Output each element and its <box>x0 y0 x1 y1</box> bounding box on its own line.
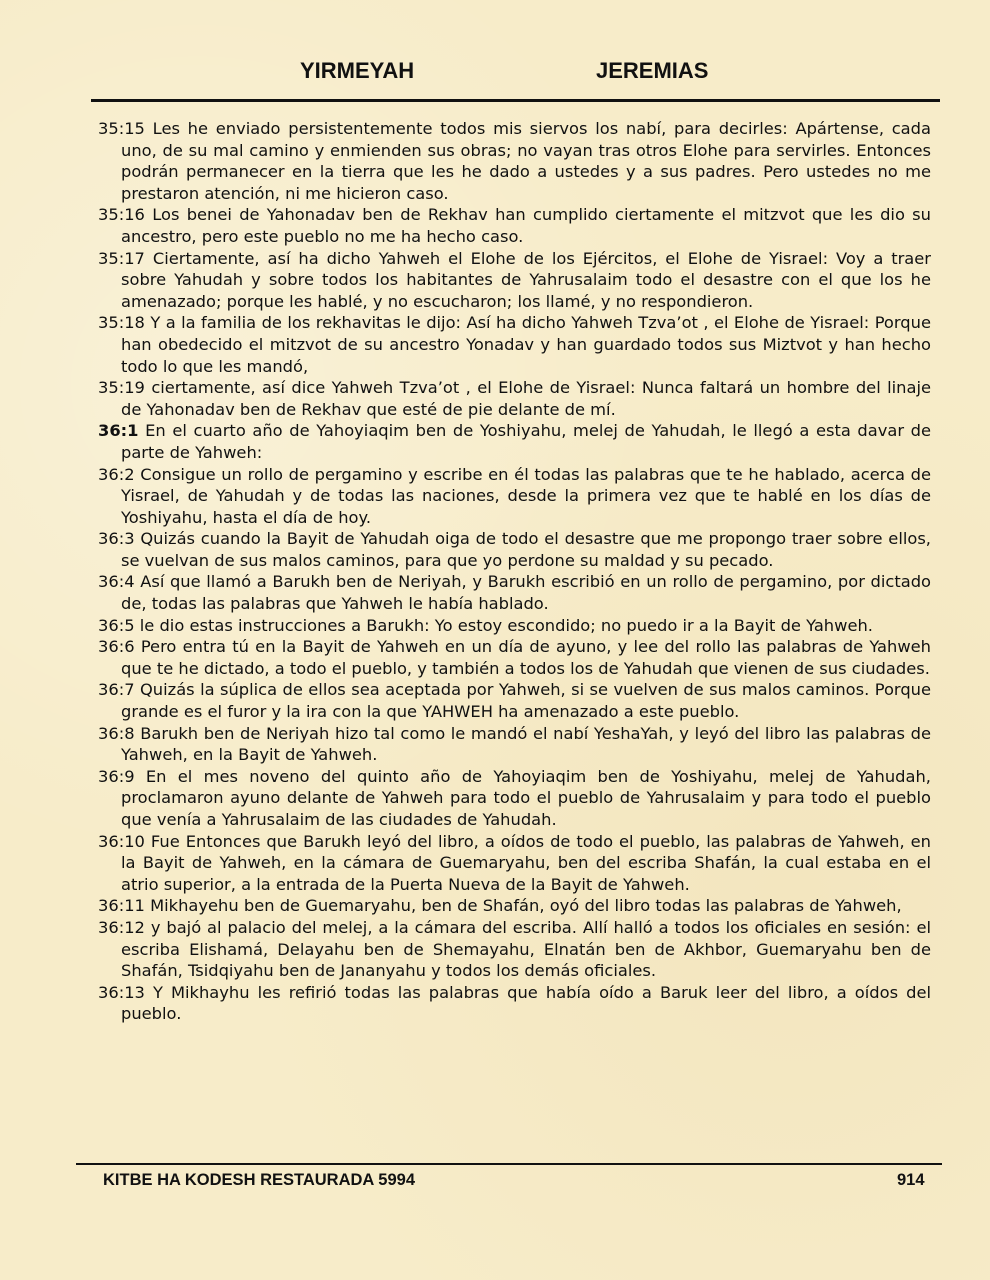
verse-reference: 35:17 <box>98 248 145 268</box>
verse <box>98 615 931 637</box>
page-number: 914 <box>897 1171 925 1189</box>
verse-text: En el mes noveno del quinto año de Yahoyiaqim ben de Yoshiyahu, melej de Yahudah, proclamaron ayuno delante de Yahweh para todo el pueblo de Yahrusalaim y para todo el pueblo que venía a Yahrusalaim de las ciudades de Yahudah. <box>121 766 931 829</box>
verse-text: Y a la familia de los rekhavitas le dijo: Así ha dicho Yahweh Tzva’ot , el Elohe de Yisrael: Porque han obedecido el mitzvot de su ancestro Yonadav y han guardado todos sus Miztvot y han hecho todo lo que les mandó, <box>121 313 931 376</box>
verse-text: Ciertamente, así ha dicho Yahweh el Elohe de los Ejércitos, el Elohe de Yisrael: Voy a traer sobre Yahudah y sobre todos los habitantes de Yahrusalaim todo el desastre con el que los he amenazado; porque les hablé, y no escucharon; los llamé, y no respondieron. <box>121 248 931 311</box>
verse <box>98 204 931 247</box>
verse-reference: 36:1 <box>98 421 139 441</box>
verse <box>98 312 931 377</box>
verse <box>98 679 931 722</box>
verse-text: Les he enviado persistentemente todos mis siervos los nabí, para decirles: Apártense, cada uno, de su mal camino y enmienden sus obras; no vayan tras otros Elohe para servirles. Entonces podrán permanecer en la tierra que les he dado a ustedes y a sus padres. Pero ustedes no me prestaron atención, ni me hicieron caso. <box>121 119 931 203</box>
footer-divider <box>76 1163 942 1165</box>
verse <box>98 248 931 313</box>
verse-reference: 35:16 <box>98 205 145 225</box>
page-header <box>0 58 990 92</box>
verse-reference: 36:9 <box>98 766 135 786</box>
verse-reference: 36:13 <box>98 982 145 1002</box>
verse-text: Consigue un rollo de pergamino y escribe en él todas las palabras que te he hablado, acerca de Yisrael, de Yahudah y de todas las naciones, desde la primera vez que te hablé en los días de Yoshiyahu, hasta el día de hoy. <box>121 464 931 527</box>
verse <box>98 571 931 614</box>
footer-book-title: KITBE HA KODESH RESTAURADA 5994 <box>103 1171 416 1189</box>
verse-text: Y Mikhayhu les refirió todas las palabras que había oído a Baruk leer del libro, a oídos del pueblo. <box>121 982 931 1024</box>
verse-text: Mikhayehu ben de Guemaryahu, ben de Shafán, oyó del libro todas las palabras de Yahweh, <box>150 896 902 916</box>
verse-reference: 36:2 <box>98 464 135 484</box>
verse <box>98 420 931 463</box>
verse-text: Así que llamó a Barukh ben de Neriyah, y Barukh escribió en un rollo de pergamino, por dictado de, todas las palabras que Yahweh le había hablado. <box>121 572 931 614</box>
verse <box>98 377 931 420</box>
verse-reference: 35:19 <box>98 378 145 398</box>
verse <box>98 528 931 571</box>
verse <box>98 723 931 766</box>
header-title-hebrew: YIRMEYAH <box>300 58 415 83</box>
verse-text: Fue Entonces que Barukh leyó del libro, a oídos de todo el pueblo, las palabras de Yahweh, en la Bayit de Yahweh, en la cámara de Guemaryahu, ben del escriba Shafán, la cual estaba en el atrio superior, a la entrada de la Puerta Nueva de la Bayit de Yahweh. <box>121 831 931 894</box>
verse-reference: 35:15 <box>98 119 145 138</box>
verse <box>98 636 931 679</box>
verse-text: le dio estas instrucciones a Barukh: Yo estoy escondido; no puedo ir a la Bayit de Yahweh. <box>139 615 873 635</box>
verse-reference: 36:5 <box>98 615 135 635</box>
verse <box>98 118 931 204</box>
header-divider <box>91 99 940 102</box>
verse <box>98 895 931 917</box>
verse-text: y bajó al palacio del melej, a la cámara del escriba. Allí halló a todos los oficiales en sesión: el escriba Elishamá, Delayahu ben de Shemayahu, Elnatán ben de Akhbor, Guemaryahu ben de Shafán, Tsidqiyahu ben de Jananyahu y todos los demás oficiales. <box>121 917 931 981</box>
verse-text: Quizás la súplica de ellos sea aceptada por Yahweh, si se vuelven de sus malos caminos. Porque grande es el furor y la ira con la que YAHWEH ha amenazado a este pueblo. <box>121 680 931 722</box>
verse-text: En el cuarto año de Yahoyiaqim ben de Yoshiyahu, melej de Yahudah, le llegó a esta davar de parte de Yahweh: <box>121 421 931 462</box>
verse <box>98 917 931 982</box>
verse-reference: 36:4 <box>98 572 135 592</box>
header-title-spanish: JEREMIAS <box>596 58 709 83</box>
verse-reference: 35:18 <box>98 313 145 333</box>
verse-text: Los benei de Yahonadav ben de Rekhav han cumplido ciertamente el mitzvot que les dio su ancestro, pero este pueblo no me ha hecho caso. <box>121 205 931 246</box>
verse-reference: 36:10 <box>98 831 145 851</box>
verse-reference: 36:8 <box>98 723 135 743</box>
verse <box>98 766 931 831</box>
verse-reference: 36:11 <box>98 896 145 916</box>
verse-text: Barukh ben de Neriyah hizo tal como le mandó el nabí YeshaYah, y leyó del libro las palabras de Yahweh, en la Bayit de Yahweh. <box>121 723 931 765</box>
verse-list <box>98 118 931 1025</box>
verse-reference: 36:7 <box>98 680 135 700</box>
verse-text: Quizás cuando la Bayit de Yahudah oiga de todo el desastre que me propongo traer sobre ellos, se vuelvan de sus malos caminos, para que yo perdone su maldad y su pecado. <box>121 529 931 570</box>
verse-text: ciertamente, así dice Yahweh Tzva’ot , el Elohe de Yisrael: Nunca faltará un hombre del linaje de Yahonadav ben de Rekhav que esté de pie delante de mí. <box>121 378 931 419</box>
verse-reference: 36:12 <box>98 917 145 937</box>
verse <box>98 464 931 529</box>
verse-reference: 36:3 <box>98 529 135 549</box>
verse-text: Pero entra tú en la Bayit de Yahweh en un día de ayuno, y lee del rollo las palabras de Yahweh que te he dictado, a todo el pueblo, y también a todos los de Yahudah que vienen de sus ciudades. <box>121 637 931 678</box>
verse-reference: 36:6 <box>98 637 135 657</box>
verse <box>98 982 931 1025</box>
verse <box>98 831 931 896</box>
